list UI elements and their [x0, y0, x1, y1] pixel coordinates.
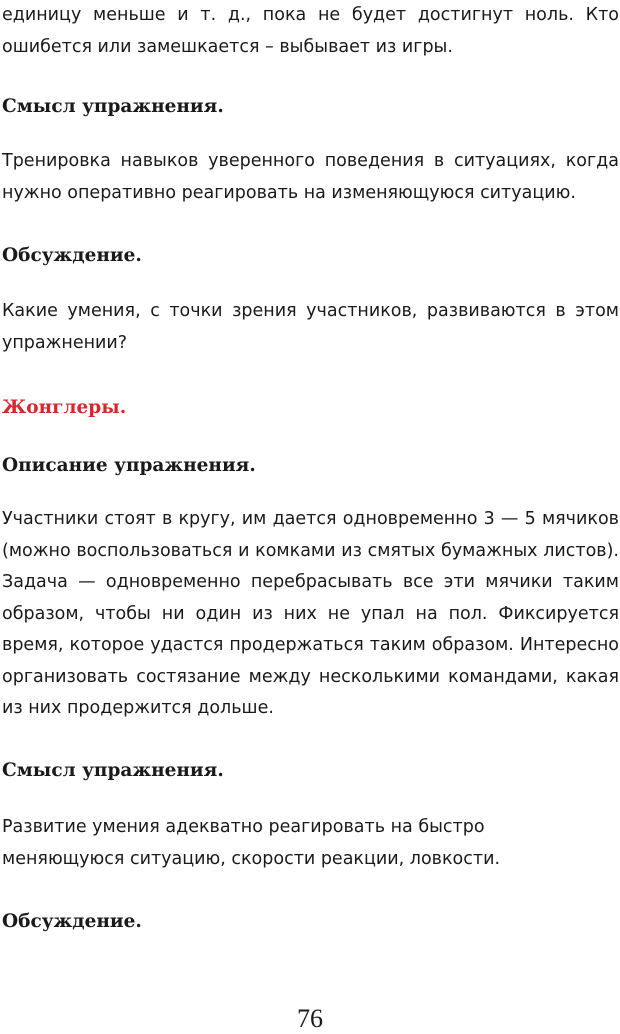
heading-exercise-meaning-2: Смысл упражнения. [2, 760, 224, 781]
page-number: 76 [297, 1004, 323, 1033]
heading-discussion: Обсуждение. [2, 245, 142, 266]
paragraph-game-rules-ending: единицу меньше и т. д., пока не будет достигнут ноль. Кто ошибется или замешкается – выбывает из игры. [2, 5, 619, 57]
heading-exercise-description: Описание упражнения. [2, 455, 256, 476]
section-title-jugglers: Жонглеры. [2, 397, 127, 418]
paragraph-exercise-meaning: Тренировка навыков уверенного поведения в ситуациях, когда нужно оперативно реагировать на изменяющуюся ситуацию. [2, 151, 619, 203]
heading-discussion-2: Обсуждение. [2, 911, 142, 932]
paragraph-line-2: меняющуюся ситуацию, скорости реакции, ловкости. [2, 848, 501, 869]
paragraph-exercise-meaning-2 [2, 812, 619, 875]
paragraph-exercise-description: Участники стоят в кругу, им дается одновременно 3 — 5 мячиков (можно воспользоваться и комками из смятых бумажных листов). Задача — одновременно перебрасывать все эти мячики таким образом, чтобы ни один из них не упал на пол. Фиксируется время, которое удастся продержаться таким образом. Интересно организовать состязание между несколькими командами, какая из них продержится дольше. [2, 509, 619, 718]
paragraph-line-1: Развитие умения адекватно реагировать на быстро [2, 817, 485, 837]
heading-exercise-meaning: Смысл упражнения. [2, 96, 224, 117]
paragraph-discussion-question: Какие умения, с точки зрения участников, развиваются в этом упражнении? [2, 301, 619, 353]
